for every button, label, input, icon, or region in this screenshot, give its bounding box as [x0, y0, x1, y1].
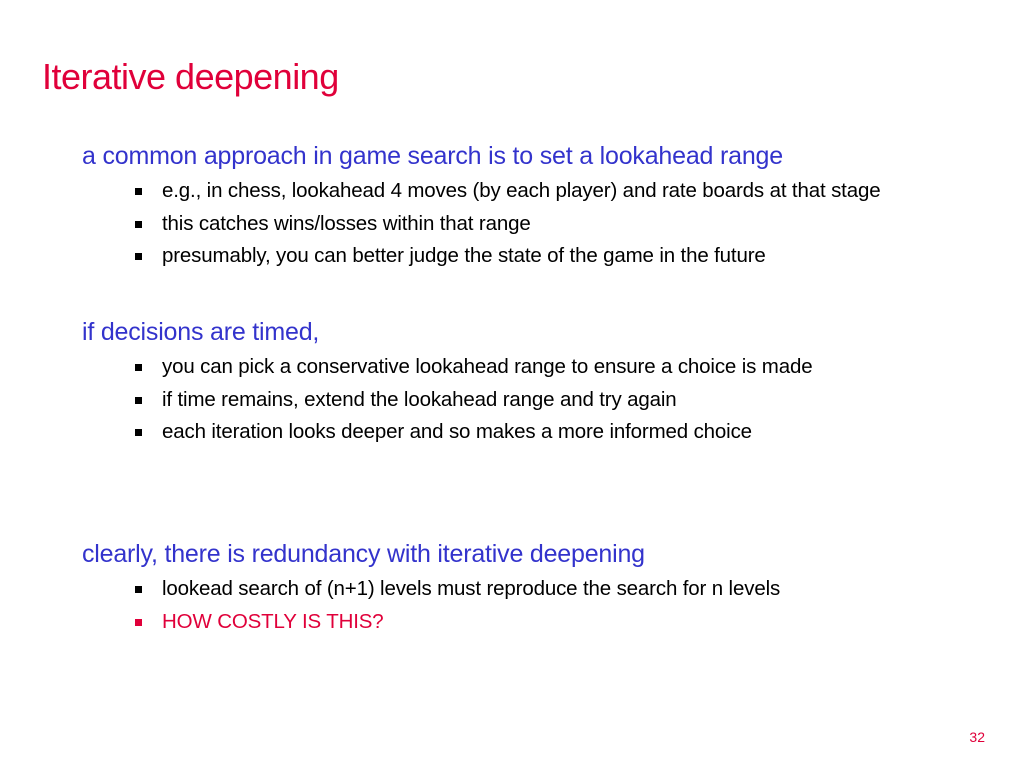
section-lookahead — [82, 141, 880, 273]
bullet-item — [82, 416, 812, 449]
bullet-item — [82, 384, 812, 417]
bullet-item — [82, 175, 880, 208]
bullet-text: presumably, you can better judge the state of the game in the future — [162, 244, 766, 267]
square-bullet-icon — [135, 429, 142, 436]
bullet-text: each iteration looks deeper and so makes a more informed choice — [162, 420, 752, 443]
square-bullet-icon — [135, 221, 142, 228]
bullet-text: lookead search of (n+1) levels must reproduce the search for n levels — [162, 577, 781, 600]
bullet-item — [82, 573, 780, 606]
bullet-text: this catches wins/losses within that range — [162, 211, 531, 235]
section-heading: clearly, there is redundancy with iterative deepening — [82, 540, 645, 568]
square-bullet-icon — [135, 253, 142, 260]
section-redundancy — [82, 539, 780, 638]
bullet-list — [82, 573, 780, 638]
bullet-list — [82, 175, 880, 273]
square-bullet-icon — [135, 364, 142, 371]
bullet-item — [82, 208, 880, 241]
bullet-text: you can pick a conservative lookahead range to ensure a choice is made — [162, 355, 813, 378]
section-heading: a common approach in game search is to set a lookahead range — [82, 142, 783, 170]
square-bullet-icon — [135, 397, 142, 404]
square-bullet-icon — [135, 619, 142, 626]
section-heading: if decisions are timed, — [82, 318, 320, 346]
bullet-text: if time remains, extend the lookahead range and try again — [162, 387, 677, 411]
square-bullet-icon — [135, 586, 142, 593]
slide-title: Iterative deepening — [42, 56, 339, 97]
bullet-text: e.g., in chess, lookahead 4 moves (by each player) and rate boards at that stage — [162, 179, 881, 202]
section-timed-decisions — [82, 317, 812, 449]
square-bullet-icon — [135, 188, 142, 195]
bullet-text: HOW COSTLY IS THIS? — [162, 609, 384, 633]
bullet-list — [82, 351, 812, 449]
bullet-item — [82, 240, 880, 273]
bullet-item-emphasis — [82, 606, 780, 639]
page-number: 32 — [969, 729, 985, 745]
bullet-item — [82, 351, 812, 384]
